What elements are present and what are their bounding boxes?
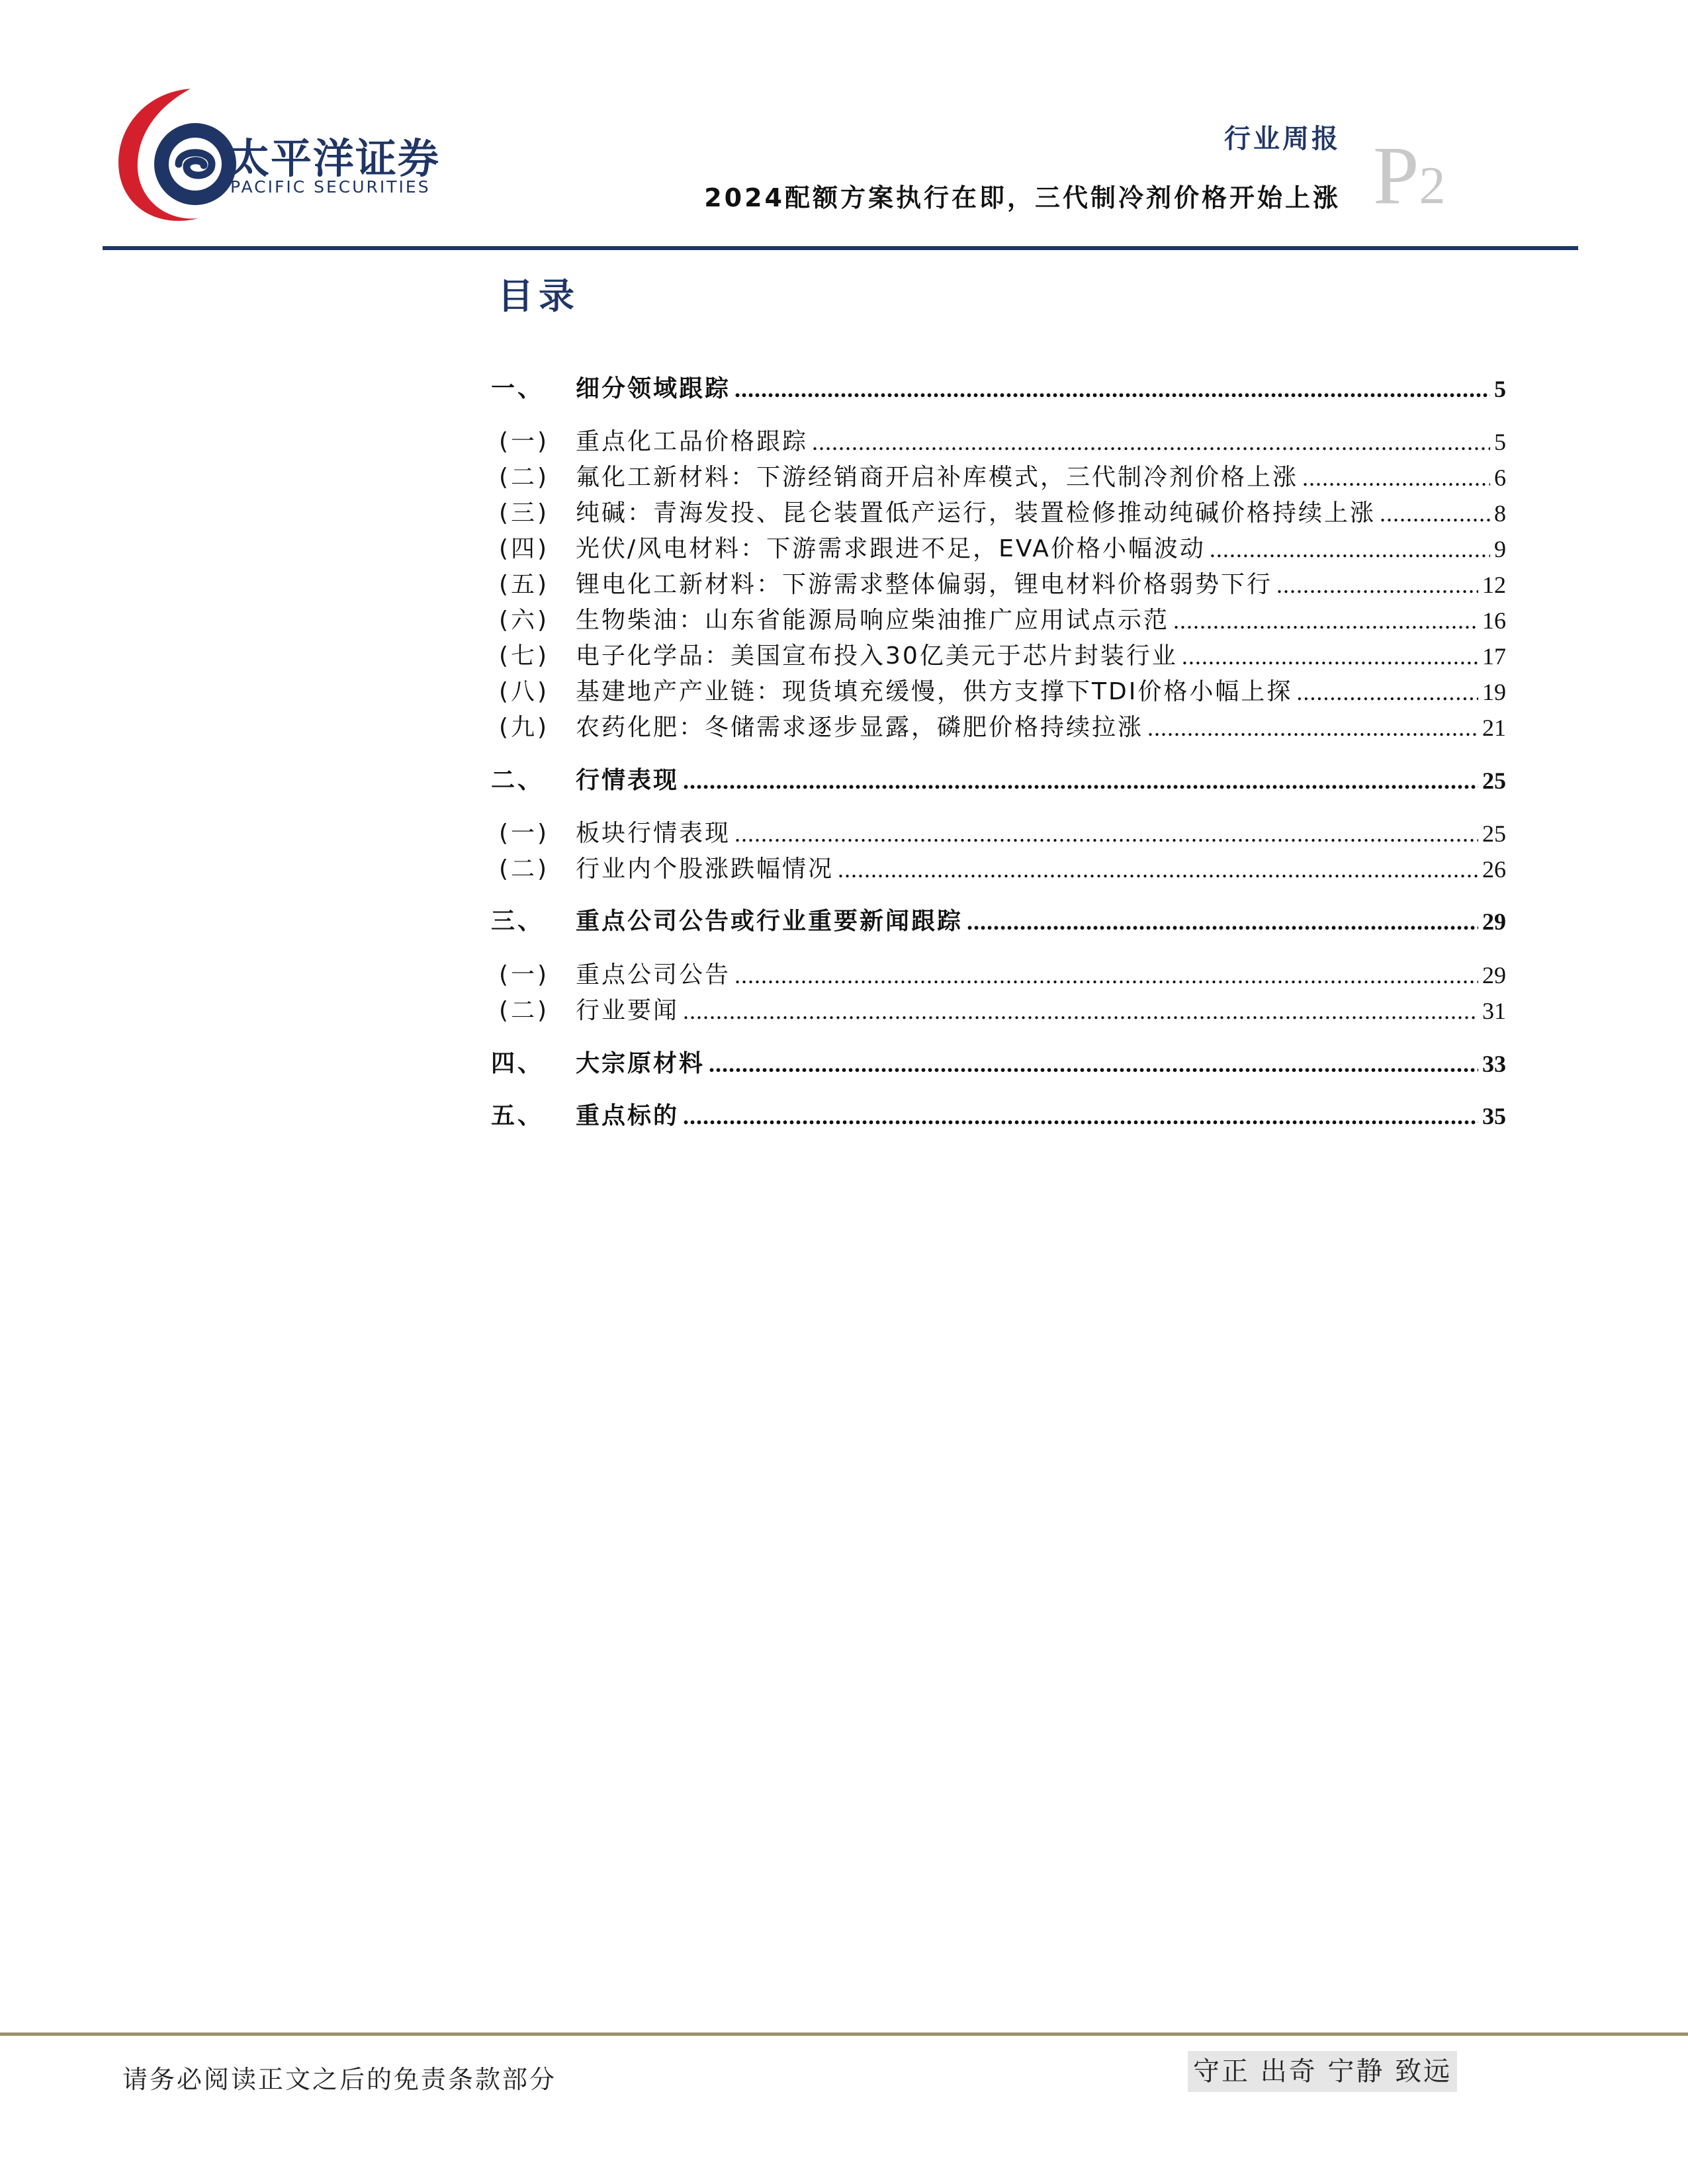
toc-entry-title: 行业要闻 [576,997,680,1024]
toc-entry-number: (一) [499,820,550,847]
toc-entry-title: 氟化工新材料：下游经销商开启补库模式，三代制冷剂价格上涨 [576,464,1299,491]
toc-dot-leader [1380,497,1490,530]
toc-entry-title: 纯碱：青海发投、昆仑装置低产运行，装置检修推动纯碱价格持续上涨 [576,500,1376,527]
toc-entry-number: 一、 [491,375,545,402]
toc-entry-title: 大宗原材料 [576,1050,705,1077]
toc-entry-title: 基建地产产业链：现货填充缓慢，供方支撑下TDI价格小幅上探 [576,678,1293,705]
toc-entry-page: 16 [1482,607,1506,634]
toc-dot-leader [683,764,1478,797]
toc-entry-number: 三、 [491,908,545,935]
toc-entry[interactable] [491,425,1506,459]
toc-entry-page: 29 [1482,962,1506,988]
toc-entry-title: 细分领域跟踪 [576,375,731,402]
toc-dot-leader [812,425,1490,459]
toc-entry[interactable] [491,817,1506,850]
toc-entry-title: 重点化工品价格跟踪 [576,428,809,455]
toc-heading: 目录 [498,275,580,317]
toc-entry[interactable] [491,711,1506,744]
report-type: 行业周报 [1224,124,1341,154]
toc-entry-page: 6 [1494,464,1506,491]
toc-entry-title: 锂电化工新材料：下游需求整体偏弱，锂电材料价格弱势下行 [576,571,1273,598]
toc-entry-number: (四) [499,535,550,562]
toc-entry-title: 电子化学品：美国宣布投入30亿美元于芯片封装行业 [576,642,1178,670]
toc-dot-leader [734,817,1478,850]
toc-entry-title: 行业内个股涨跌幅情况 [576,855,834,883]
toc-dot-leader [1147,711,1478,744]
toc-entry-page: 31 [1482,998,1506,1024]
toc-entry-number: (八) [499,678,550,705]
toc-entry-number: (二) [499,997,550,1024]
toc-entry-page: 25 [1482,767,1506,794]
toc-entry[interactable] [491,764,1506,797]
disclaimer-note: 请务必阅读正文之后的免责条款部分 [122,2065,557,2094]
toc-entry-page: 25 [1482,820,1506,847]
toc-dot-leader [1182,640,1478,673]
report-title: 2024配额方案执行在即，三代制冷剂价格开始上涨 [704,183,1341,212]
company-motto: 守正 出奇 宁静 致远 [1188,2051,1457,2092]
toc-entry-number: 二、 [491,767,545,794]
toc-entry[interactable] [491,568,1506,601]
toc-entry[interactable] [491,497,1506,530]
page-number: 2 [1419,157,1446,215]
toc-entry[interactable] [491,533,1506,566]
toc-entry-number: (三) [499,500,550,527]
toc-dot-leader [683,1100,1478,1133]
toc-entry-number: (九) [499,714,550,741]
toc-dot-leader [734,372,1490,406]
toc-entry-title: 光伏/风电材料：下游需求跟进不足，EVA价格小幅波动 [576,535,1206,562]
toc-entry-number: (五) [499,571,550,598]
toc-entry-title: 行情表现 [576,767,680,794]
page-letter: P [1373,130,1419,222]
toc-dot-leader [1296,676,1478,709]
toc-entry-number: 四、 [491,1050,545,1077]
toc-dot-leader [1210,533,1490,566]
toc-entry[interactable] [491,1047,1506,1080]
toc-entry-number: (一) [499,428,550,455]
toc-entry[interactable] [491,676,1506,709]
toc-entry-number: 五、 [491,1102,545,1129]
toc-entry-page: 33 [1482,1051,1506,1077]
toc-entry[interactable] [491,1100,1506,1133]
toc-dot-leader [709,1047,1478,1080]
toc-entry[interactable] [491,994,1506,1027]
toc-entry-page: 5 [1494,429,1506,455]
toc-entry-page: 9 [1494,536,1506,562]
toc-entry-page: 26 [1482,856,1506,883]
toc-dot-leader [1173,604,1478,637]
toc-entry-number: (二) [499,464,550,491]
toc-dot-leader [683,994,1478,1027]
toc-entry-page: 8 [1494,500,1506,527]
toc-entry-title: 生物柴油：山东省能源局响应柴油推广应用试点示范 [576,607,1170,634]
footer-divider [0,2032,1688,2036]
toc-entry-title: 重点标的 [576,1102,680,1129]
toc-entry-number: (七) [499,642,550,670]
brand-name-en: PACIFIC SECURITIES [230,177,431,197]
toc-entry-number: (一) [499,961,550,988]
toc-entry[interactable] [491,461,1506,494]
brand-name-cn: 太平洋证券 [228,134,441,183]
toc-entry-title: 板块行情表现 [576,820,731,847]
toc-dot-leader [838,853,1478,886]
toc-entry-page: 17 [1482,643,1506,670]
toc-entry-page: 35 [1482,1103,1506,1129]
toc-entry-page: 5 [1494,376,1506,402]
toc-dot-leader [734,959,1478,992]
toc-entry[interactable] [491,640,1506,673]
toc-entry-page: 21 [1482,715,1506,741]
toc-dot-leader [1276,568,1478,601]
toc-dot-leader [1302,461,1490,494]
toc-entry-number: (二) [499,855,550,883]
toc-entry-title: 重点公司公告 [576,961,731,988]
toc-entry-page: 12 [1482,572,1506,598]
toc-entry[interactable] [491,372,1506,406]
toc-entry-title: 农药化肥：冬储需求逐步显露，磷肥价格持续拉涨 [576,714,1144,741]
toc-entry[interactable] [491,905,1506,938]
toc-entry-number: (六) [499,607,550,634]
toc-entry[interactable] [491,853,1506,886]
toc-dot-leader [967,905,1478,938]
toc-entry-title: 重点公司公告或行业重要新闻跟踪 [576,908,963,935]
toc-entry-page: 19 [1482,679,1506,705]
toc-entry-page: 29 [1482,908,1506,935]
toc-entry[interactable] [491,959,1506,992]
toc-entry[interactable] [491,604,1506,637]
